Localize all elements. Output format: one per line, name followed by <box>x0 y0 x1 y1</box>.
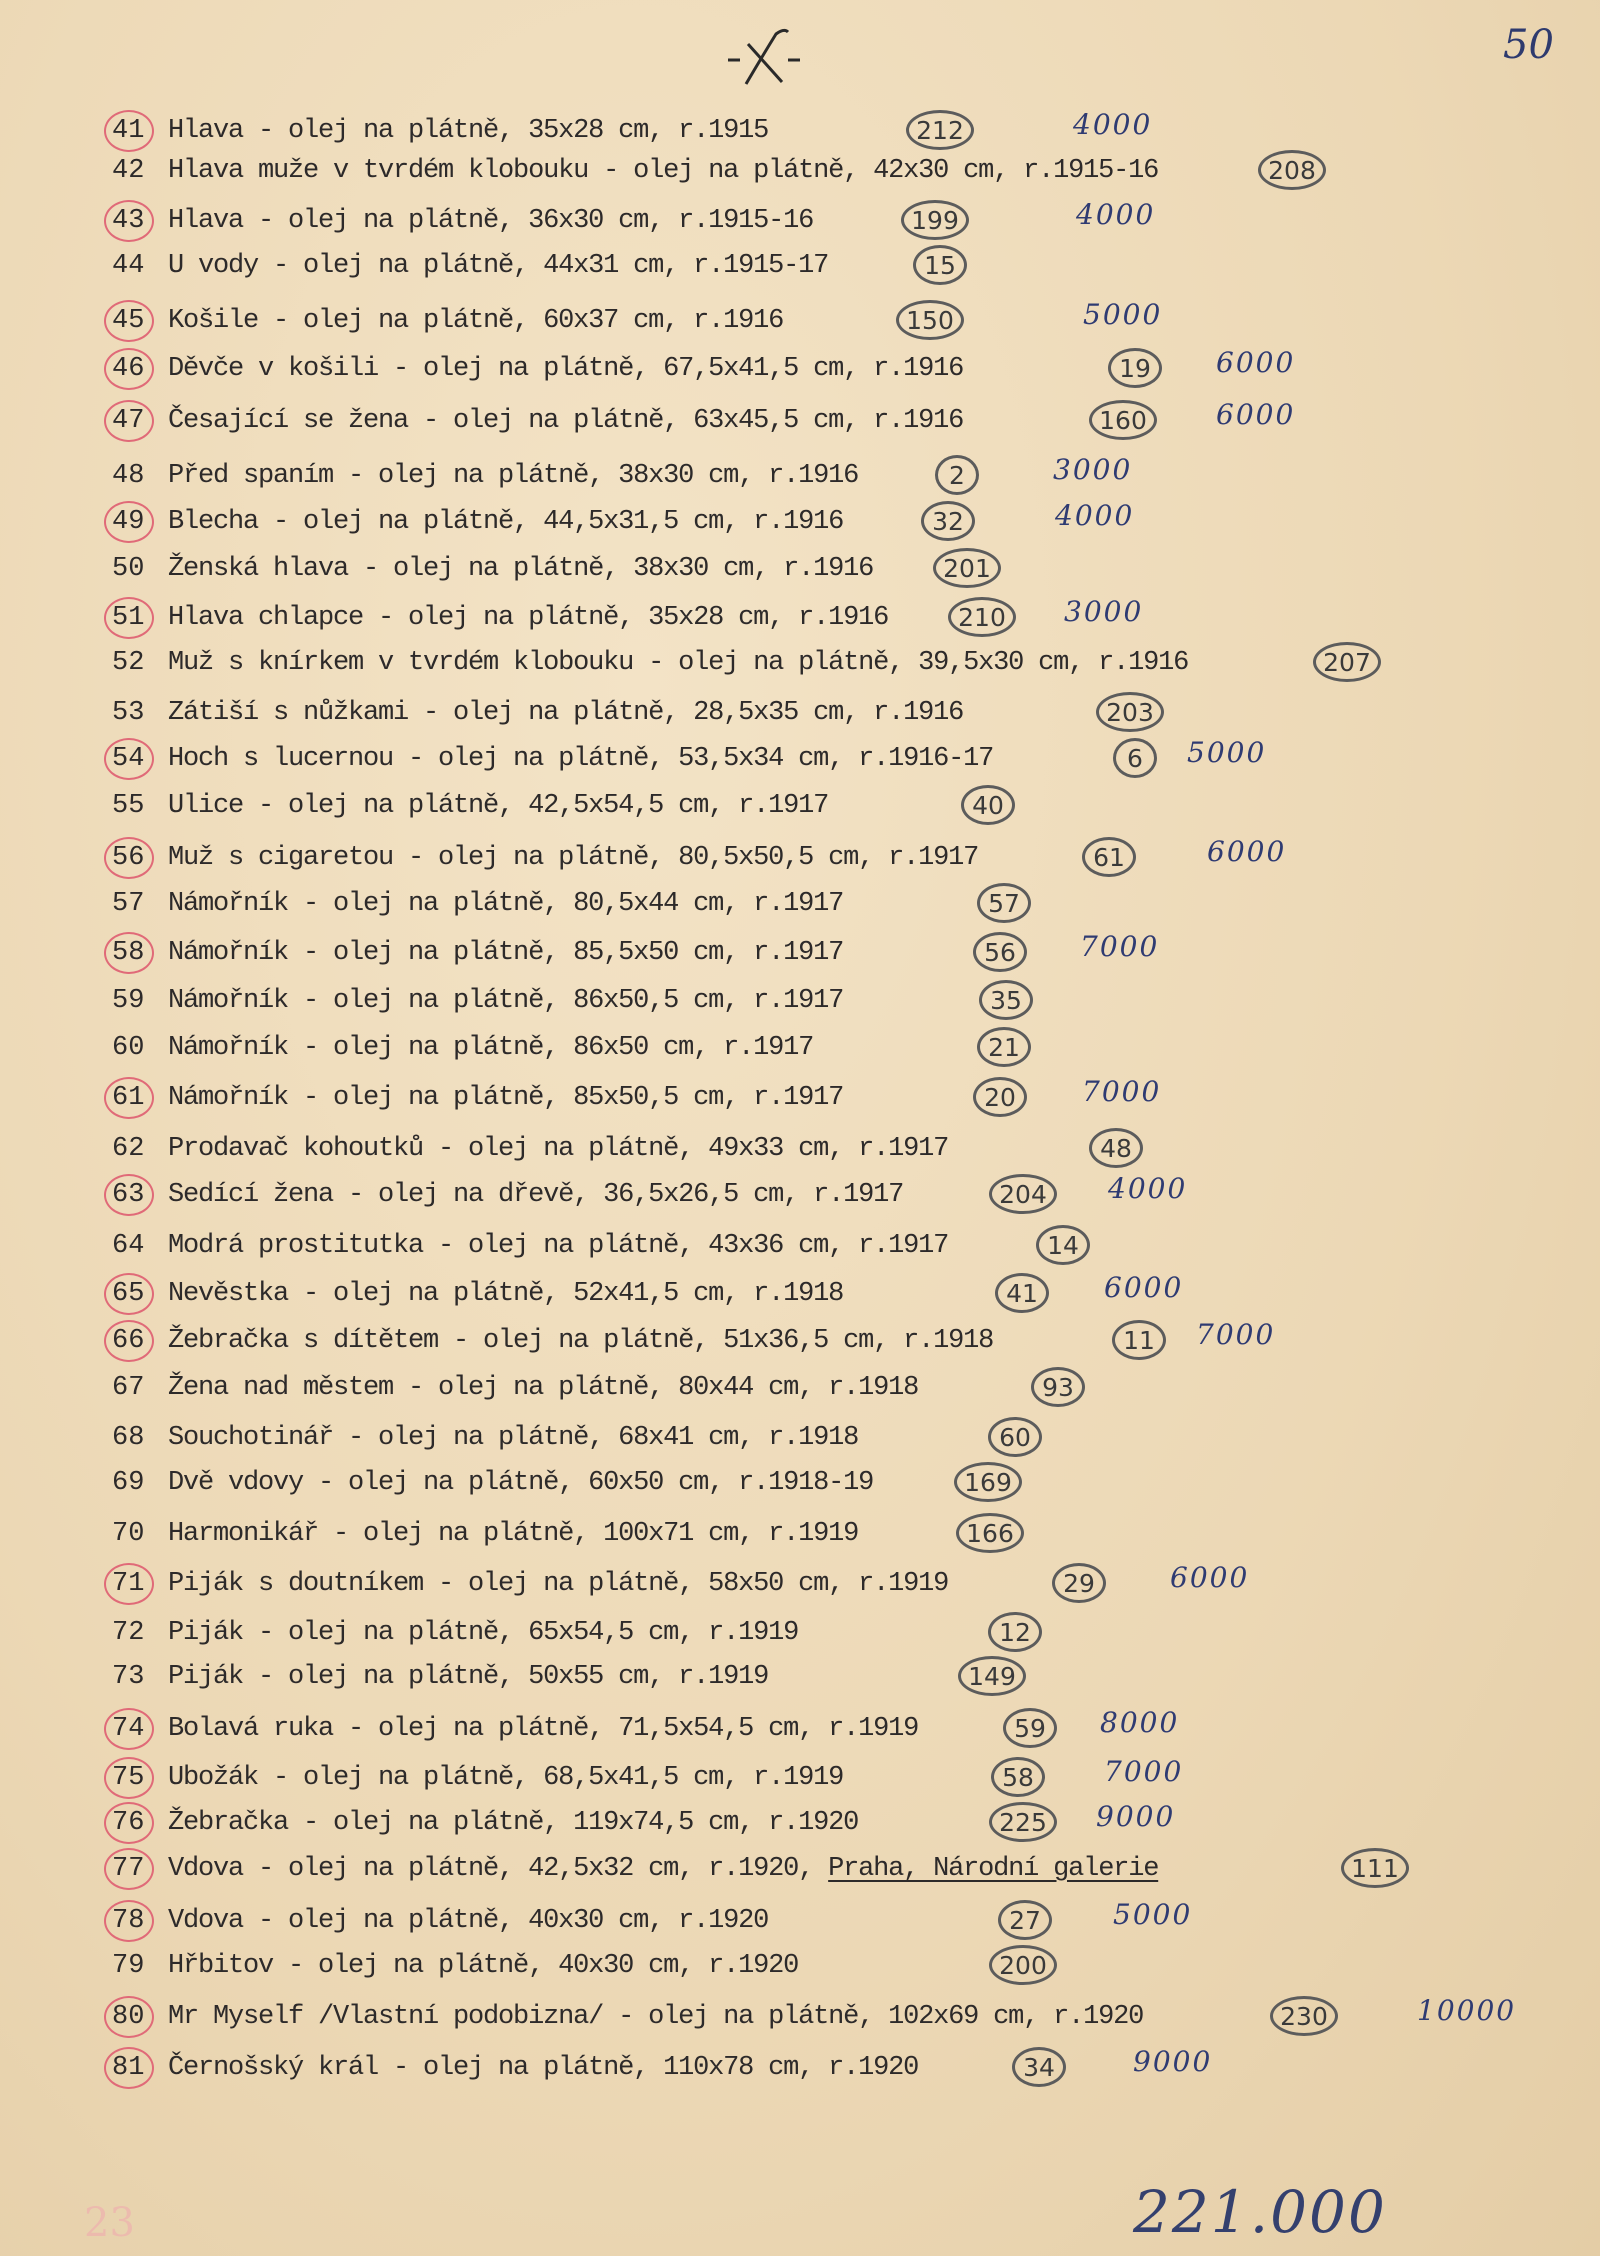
handwritten-price: 7000 <box>1196 1318 1276 1351</box>
handwritten-price: 4000 <box>1108 1172 1188 1205</box>
entry-number: 71 <box>112 1569 145 1599</box>
entry-text <box>168 1033 813 1063</box>
entry-text <box>168 1906 768 1936</box>
catalog-number-circle: 204 <box>989 1174 1057 1214</box>
entry-text <box>168 1326 993 1356</box>
entry-description: Prodavač kohoutků - olej na plátně, 49x33 cm, r.1917 <box>168 1134 949 1164</box>
top-cross-mark <box>726 24 802 90</box>
entry-number: 55 <box>112 791 145 821</box>
handwritten-price: 6000 <box>1216 346 1296 379</box>
entry-description: Košile - olej na plátně, 60x37 cm, r.1916 <box>168 306 784 336</box>
entry-description: Děvče v košili - olej na plátně, 67,5x41,5 cm, r.1916 <box>168 354 964 384</box>
entry-text <box>168 1180 903 1210</box>
entry-text <box>168 1373 918 1403</box>
handwritten-price: 8000 <box>1100 1706 1180 1739</box>
catalog-number-circle: 210 <box>948 597 1016 637</box>
catalog-number-circle: 169 <box>954 1462 1022 1502</box>
handwritten-price: 10000 <box>1417 1994 1517 2027</box>
red-pencil-circle <box>104 1848 154 1890</box>
catalog-number-circle: 212 <box>906 110 974 150</box>
entry-description: Námořník - olej na plátně, 80,5x44 cm, r.1917 <box>168 889 844 919</box>
entry-text <box>168 744 993 774</box>
entry-description: Dvě vdovy - olej na plátně, 60x50 cm, r.1918-19 <box>168 1468 874 1498</box>
entry-description: Harmonikář - olej na plátně, 100x71 cm, r.1919 <box>168 1519 859 1549</box>
catalog-number-circle: 12 <box>988 1612 1042 1652</box>
page-number: 50 <box>1503 22 1554 68</box>
catalog-number-circle: 225 <box>989 1802 1057 1842</box>
entry-text <box>168 116 768 146</box>
catalog-number-circle: 27 <box>998 1900 1052 1940</box>
catalog-number-circle: 35 <box>979 980 1033 1020</box>
entry-description: Námořník - olej na plátně, 85x50,5 cm, r.1917 <box>168 1083 844 1113</box>
entry-text <box>168 843 978 873</box>
entry-number: 56 <box>112 843 145 873</box>
catalog-number-circle: 40 <box>961 785 1015 825</box>
catalog-number-circle: 149 <box>958 1656 1026 1696</box>
entry-text <box>168 1231 948 1261</box>
handwritten-price: 3000 <box>1053 453 1133 486</box>
red-pencil-circle <box>104 1996 154 2038</box>
entry-description: Ulice - olej na plátně, 42,5x54,5 cm, r.1917 <box>168 791 829 821</box>
entry-number: 44 <box>112 251 145 281</box>
catalog-number-circle: 21 <box>977 1027 1031 1067</box>
handwritten-price: 9000 <box>1096 1800 1176 1833</box>
catalog-number-circle: 200 <box>989 1945 1057 1985</box>
catalog-number-circle: 61 <box>1082 837 1136 877</box>
entry-text <box>168 1854 1158 1884</box>
red-pencil-circle <box>104 1900 154 1942</box>
entry-text <box>168 1279 843 1309</box>
handwritten-price: 5000 <box>1083 298 1163 331</box>
handwritten-price: 6000 <box>1207 835 1287 868</box>
entry-number: 64 <box>112 1231 145 1261</box>
red-pencil-circle <box>104 1563 154 1605</box>
entry-text <box>168 1134 948 1164</box>
entry-description: Vdova - olej na plátně, 40x30 cm, r.1920 <box>168 1906 769 1936</box>
entry-description: Zátiší s nůžkami - olej na plátně, 28,5x35 cm, r.1916 <box>168 698 964 728</box>
entry-number: 42 <box>112 156 145 186</box>
catalog-number-circle: 56 <box>973 932 1027 972</box>
entry-description: Piják - olej na plátně, 65x54,5 cm, r.1919 <box>168 1618 799 1648</box>
red-pencil-circle <box>104 837 154 879</box>
entry-number: 81 <box>112 2053 145 2083</box>
red-pencil-circle <box>104 1802 154 1844</box>
entry-description: Hoch s lucernou - olej na plátně, 53,5x34 cm, r.1916-17 <box>168 744 994 774</box>
entry-description: Hlava muže v tvrdém klobouku - olej na plátně, 42x30 cm, r.1915-16 <box>168 156 1159 186</box>
entry-number: 52 <box>112 648 145 678</box>
entry-number: 43 <box>112 206 145 236</box>
red-pencil-circle <box>104 1077 154 1119</box>
handwritten-price: 4000 <box>1076 198 1156 231</box>
catalog-number-circle: 58 <box>991 1757 1045 1797</box>
entry-text <box>168 461 858 491</box>
catalog-number-circle: 150 <box>896 300 964 340</box>
entry-description: Modrá prostitutka - olej na plátně, 43x36 cm, r.1917 <box>168 1231 949 1261</box>
red-pencil-circle <box>104 501 154 543</box>
entry-text <box>168 2002 1143 2032</box>
handwritten-price: 4000 <box>1073 108 1153 141</box>
handwritten-price: 6000 <box>1216 398 1296 431</box>
red-pencil-circle <box>104 110 154 152</box>
red-pencil-circle <box>104 348 154 390</box>
entry-text <box>168 1763 843 1793</box>
entry-description: Vdova - olej na plátně, 42,5x32 cm, r.1920, <box>168 1854 814 1884</box>
entry-text <box>168 354 963 384</box>
entry-text <box>168 2053 918 2083</box>
entry-description: Piják s doutníkem - olej na plátně, 58x50 cm, r.1919 <box>168 1569 949 1599</box>
catalog-number-circle: 160 <box>1089 400 1157 440</box>
catalog-number-circle: 32 <box>921 501 975 541</box>
entry-text <box>168 156 1158 186</box>
handwritten-total: 221.000 <box>1133 2178 1387 2246</box>
entry-text <box>168 603 888 633</box>
catalog-number-circle: 207 <box>1313 642 1381 682</box>
entry-number: 66 <box>112 1326 145 1356</box>
entry-text <box>168 1468 873 1498</box>
entry-number: 77 <box>112 1854 145 1884</box>
handwritten-price: 7000 <box>1082 1075 1162 1108</box>
entry-text <box>168 1569 948 1599</box>
entry-description: Sedící žena - olej na dřevě, 36,5x26,5 cm, r.1917 <box>168 1180 904 1210</box>
entry-description: Muž s knírkem v tvrdém klobouku - olej na plátně, 39,5x30 cm, r.1916 <box>168 648 1189 678</box>
red-pencil-circle <box>104 2047 154 2089</box>
catalog-number-circle: 60 <box>988 1417 1042 1457</box>
catalog-number-circle: 208 <box>1258 150 1326 190</box>
entry-number: 41 <box>112 116 145 146</box>
entry-number: 51 <box>112 603 145 633</box>
handwritten-price: 9000 <box>1133 2045 1213 2078</box>
handwritten-price: 7000 <box>1104 1755 1184 1788</box>
entry-number: 74 <box>112 1714 145 1744</box>
catalog-number-circle: 11 <box>1112 1320 1166 1360</box>
entry-location: Praha, Národní galerie <box>828 1854 1159 1884</box>
entry-description: Před spaním - olej na plátně, 38x30 cm, r.1916 <box>168 461 859 491</box>
catalog-number-circle: 19 <box>1108 348 1162 388</box>
entry-number: 78 <box>112 1906 145 1936</box>
handwritten-price: 6000 <box>1170 1561 1250 1594</box>
entry-description: Černošský král - olej na plátně, 110x78 cm, r.1920 <box>168 2053 919 2083</box>
entry-text <box>168 938 843 968</box>
entry-number: 54 <box>112 744 145 774</box>
entry-number: 65 <box>112 1279 145 1309</box>
entry-text <box>168 1519 858 1549</box>
catalog-number-circle: 34 <box>1012 2047 1066 2087</box>
red-pencil-circle <box>104 200 154 242</box>
handwritten-price: 4000 <box>1055 499 1135 532</box>
entry-description: Hlava - olej na plátně, 35x28 cm, r.1915 <box>168 116 769 146</box>
entry-description: Muž s cigaretou - olej na plátně, 80,5x50,5 cm, r.1917 <box>168 843 979 873</box>
handwritten-price: 3000 <box>1064 595 1144 628</box>
entry-text <box>168 406 963 436</box>
entry-text <box>168 306 783 336</box>
entry-number: 59 <box>112 986 145 1016</box>
red-pencil-circle <box>104 932 154 974</box>
entry-number: 75 <box>112 1763 145 1793</box>
catalog-number-circle: 6 <box>1113 738 1157 778</box>
catalog-number-circle: 199 <box>901 200 969 240</box>
catalog-number-circle: 201 <box>933 548 1001 588</box>
entry-number: 80 <box>112 2002 145 2032</box>
entry-number: 73 <box>112 1662 145 1692</box>
entry-text <box>168 986 843 1016</box>
entry-text <box>168 251 828 281</box>
red-pencil-circle <box>104 300 154 342</box>
catalog-number-circle: 15 <box>913 245 967 285</box>
entry-description: Ženská hlava - olej na plátně, 38x30 cm, r.1916 <box>168 554 874 584</box>
entry-description: Hřbitov - olej na plátně, 40x30 cm, r.1920 <box>168 1951 799 1981</box>
entry-text <box>168 1714 918 1744</box>
red-pencil-circle <box>104 1273 154 1315</box>
red-pencil-circle <box>104 1757 154 1799</box>
entry-description: Námořník - olej na plátně, 85,5x50 cm, r.1917 <box>168 938 844 968</box>
entry-number: 46 <box>112 354 145 384</box>
entry-text <box>168 791 828 821</box>
red-pencil-circle <box>104 1708 154 1750</box>
entry-number: 68 <box>112 1423 145 1453</box>
entry-description: Žebračka - olej na plátně, 119x74,5 cm, r.1920 <box>168 1808 859 1838</box>
entry-text <box>168 554 873 584</box>
entry-number: 62 <box>112 1134 145 1164</box>
catalog-number-circle: 111 <box>1341 1848 1409 1888</box>
entry-number: 57 <box>112 889 145 919</box>
entry-text <box>168 1423 858 1453</box>
entry-text <box>168 648 1188 678</box>
entry-number: 76 <box>112 1808 145 1838</box>
entry-number: 63 <box>112 1180 145 1210</box>
entry-description: Námořník - olej na plátně, 86x50 cm, r.1917 <box>168 1033 814 1063</box>
entry-text <box>168 1808 858 1838</box>
entry-text <box>168 1083 843 1113</box>
handwritten-price: 5000 <box>1187 736 1267 769</box>
entry-description: Hlava chlapce - olej na plátně, 35x28 cm, r.1916 <box>168 603 889 633</box>
entry-description: Mr Myself /Vlastní podobizna/ - olej na plátně, 102x69 cm, r.1920 <box>168 2002 1144 2032</box>
handwritten-price: 7000 <box>1080 930 1160 963</box>
catalog-number-circle: 48 <box>1089 1128 1143 1168</box>
red-pencil-circle <box>104 400 154 442</box>
entry-description: Ubožák - olej na plátně, 68,5x41,5 cm, r.1919 <box>168 1763 844 1793</box>
entry-description: Žena nad městem - olej na plátně, 80x44 cm, r.1918 <box>168 1373 919 1403</box>
catalog-number-circle: 14 <box>1036 1225 1090 1265</box>
entry-number: 79 <box>112 1951 145 1981</box>
entry-number: 53 <box>112 698 145 728</box>
catalog-number-circle: 2 <box>935 455 979 495</box>
red-pencil-circle <box>104 1174 154 1216</box>
entry-text <box>168 1951 798 1981</box>
entry-description: Nevěstka - olej na plátně, 52x41,5 cm, r.1918 <box>168 1279 844 1309</box>
entry-number: 61 <box>112 1083 145 1113</box>
entry-description: Souchotinář - olej na plátně, 68x41 cm, r.1918 <box>168 1423 859 1453</box>
entry-description: Česající se žena - olej na plátně, 63x45,5 cm, r.1916 <box>168 406 964 436</box>
entry-number: 58 <box>112 938 145 968</box>
entry-number: 45 <box>112 306 145 336</box>
red-pencil-circle <box>104 597 154 639</box>
catalog-number-circle: 93 <box>1031 1367 1085 1407</box>
entry-description: Hlava - olej na plátně, 36x30 cm, r.1915-16 <box>168 206 814 236</box>
handwritten-price: 6000 <box>1104 1271 1184 1304</box>
catalog-number-circle: 59 <box>1003 1708 1057 1748</box>
entry-description: Piják - olej na plátně, 50x55 cm, r.1919 <box>168 1662 769 1692</box>
catalog-number-circle: 20 <box>973 1077 1027 1117</box>
catalog-number-circle: 203 <box>1096 692 1164 732</box>
entry-number: 70 <box>112 1519 145 1549</box>
entry-number: 69 <box>112 1468 145 1498</box>
catalog-number-circle: 230 <box>1270 1996 1338 2036</box>
entry-description: Blecha - olej na plátně, 44,5x31,5 cm, r.1916 <box>168 507 844 537</box>
entry-number: 48 <box>112 461 145 491</box>
entry-number: 49 <box>112 507 145 537</box>
entry-text <box>168 1618 798 1648</box>
catalog-number-circle: 57 <box>977 883 1031 923</box>
entry-description: U vody - olej na plátně, 44x31 cm, r.1915-17 <box>168 251 829 281</box>
entry-text <box>168 698 963 728</box>
entry-text <box>168 507 843 537</box>
entry-text <box>168 889 843 919</box>
entry-description: Námořník - olej na plátně, 86x50,5 cm, r.1917 <box>168 986 844 1016</box>
faint-red-mark: 23 <box>84 2200 135 2246</box>
catalog-number-circle: 41 <box>995 1273 1049 1313</box>
catalog-number-circle: 166 <box>956 1513 1024 1553</box>
entry-number: 67 <box>112 1373 145 1403</box>
red-pencil-circle <box>104 738 154 780</box>
handwritten-price: 5000 <box>1113 1898 1193 1931</box>
red-pencil-circle <box>104 1320 154 1362</box>
entry-description: Bolavá ruka - olej na plátně, 71,5x54,5 cm, r.1919 <box>168 1714 919 1744</box>
entry-description: Žebračka s dítětem - olej na plátně, 51x36,5 cm, r.1918 <box>168 1326 994 1356</box>
entry-number: 47 <box>112 406 145 436</box>
entry-text <box>168 1662 768 1692</box>
entry-number: 72 <box>112 1618 145 1648</box>
catalog-number-circle: 29 <box>1052 1563 1106 1603</box>
entry-number: 50 <box>112 554 145 584</box>
entry-text <box>168 206 813 236</box>
entry-number: 60 <box>112 1033 145 1063</box>
